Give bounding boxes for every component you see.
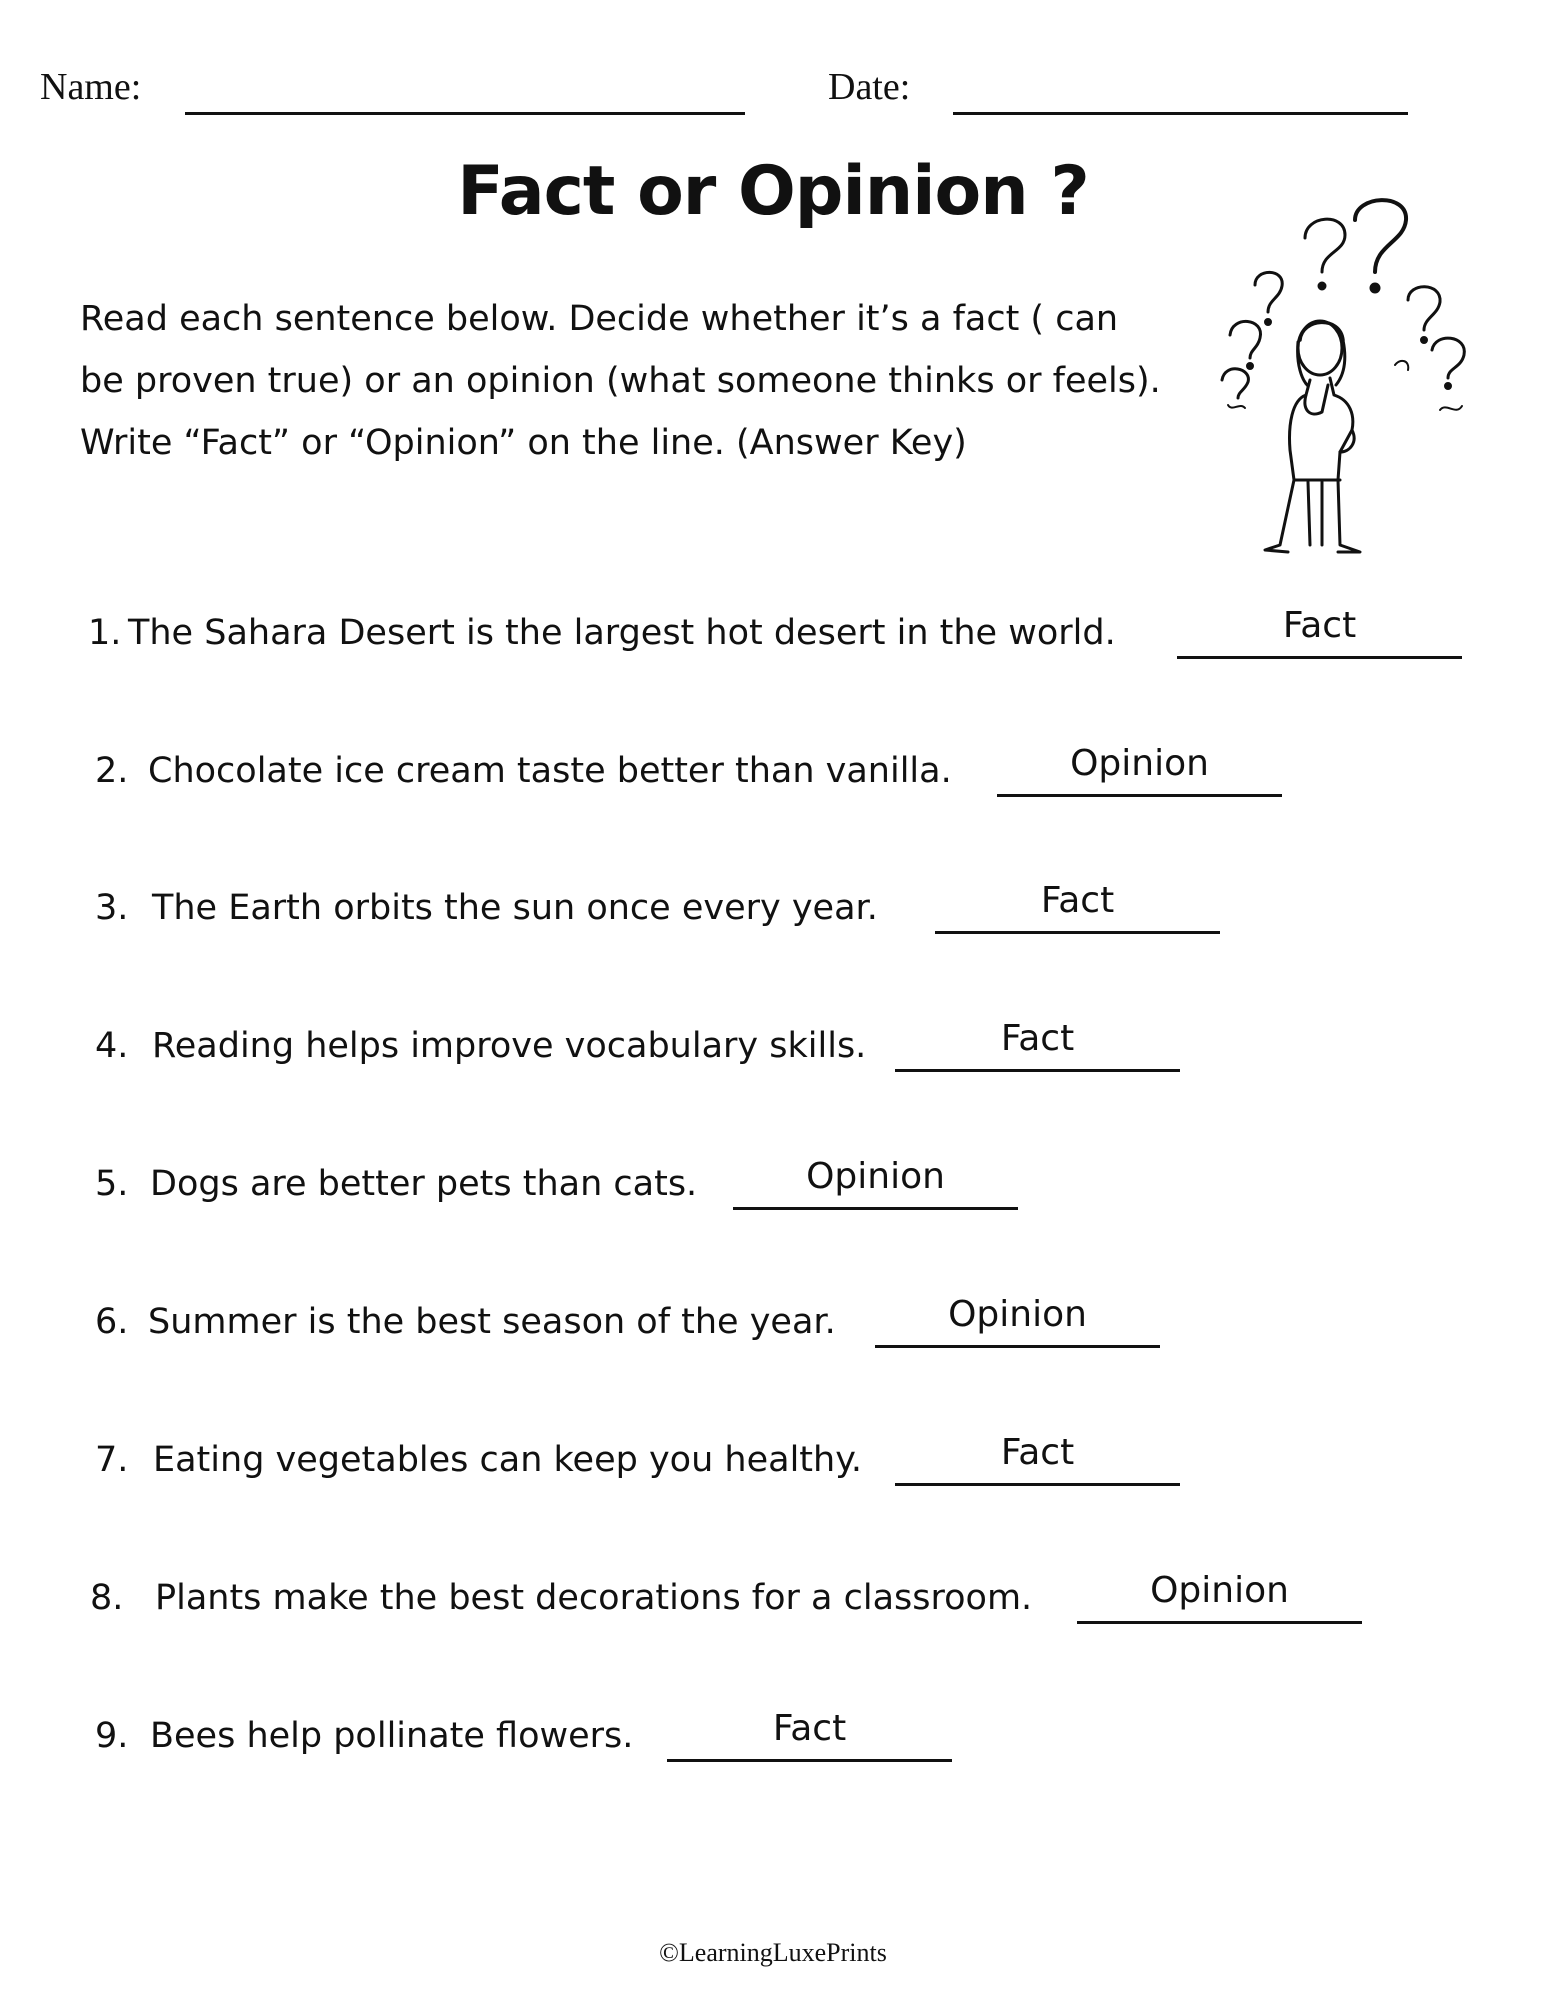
list-item	[0, 1149, 1546, 1219]
answer-line[interactable]	[1077, 1621, 1362, 1624]
answer-line[interactable]	[1177, 656, 1462, 659]
answer-line[interactable]	[935, 931, 1220, 934]
name-label: Name:	[40, 66, 142, 108]
question-text: Dogs are better pets than cats.	[150, 1164, 698, 1204]
answer-text[interactable]: Fact	[772, 1708, 847, 1749]
list-item	[0, 1287, 1546, 1357]
answer-line[interactable]	[895, 1069, 1180, 1072]
confused-person-with-question-marks-icon	[1210, 190, 1490, 560]
copyright-icon: ©	[659, 1938, 679, 1967]
question-text: Reading helps improve vocabulary skills.	[152, 1026, 867, 1066]
list-item	[0, 1011, 1546, 1081]
answer-text[interactable]: Fact	[1000, 1432, 1075, 1473]
question-number: 9.	[95, 1716, 129, 1756]
list-item	[0, 736, 1546, 806]
question-text: Plants make the best decorations for a classroom.	[155, 1578, 1033, 1618]
question-number: 8.	[90, 1578, 124, 1618]
list-item	[0, 598, 1546, 668]
question-text: Chocolate ice cream taste better than vanilla.	[148, 751, 952, 791]
instructions-line: Read each sentence below. Decide whether it’s a fact ( can	[80, 299, 1119, 339]
answer-text[interactable]: Opinion	[1070, 743, 1209, 784]
question-number: 3.	[95, 888, 129, 928]
answer-line[interactable]	[997, 794, 1282, 797]
instructions-line: Write “Fact” or “Opinion” on the line. (Answer Key)	[80, 423, 967, 463]
date-field[interactable]	[953, 112, 1408, 115]
question-text: Summer is the best season of the year.	[148, 1302, 836, 1342]
question-text: The Sahara Desert is the largest hot desert in the world.	[128, 613, 1116, 653]
answer-text[interactable]: Opinion	[1150, 1570, 1289, 1611]
question-number: 6.	[95, 1302, 129, 1342]
footer-credit	[0, 1938, 1546, 1968]
footer-brand: LearningLuxePrints	[678, 1938, 887, 1967]
question-number: 1.	[88, 613, 122, 653]
list-item	[0, 1425, 1546, 1495]
name-field[interactable]	[185, 112, 745, 115]
answer-text[interactable]: Opinion	[806, 1156, 945, 1197]
page-title: Fact or Opinion ?	[457, 152, 1089, 231]
list-item	[0, 1701, 1546, 1771]
answer-text[interactable]: Fact	[1000, 1018, 1075, 1059]
answer-line[interactable]	[875, 1345, 1160, 1348]
question-number: 2.	[95, 751, 129, 791]
instructions-line: be proven true) or an opinion (what someone thinks or feels).	[80, 361, 1161, 401]
question-text: Eating vegetables can keep you healthy.	[153, 1440, 863, 1480]
answer-line[interactable]	[895, 1483, 1180, 1486]
question-number: 4.	[95, 1026, 129, 1066]
answer-text[interactable]: Opinion	[948, 1294, 1087, 1335]
question-text: The Earth orbits the sun once every year.	[152, 888, 878, 928]
answer-line[interactable]	[667, 1759, 952, 1762]
answer-text[interactable]: Fact	[1040, 880, 1115, 921]
question-number: 7.	[95, 1440, 129, 1480]
date-label: Date:	[828, 66, 911, 108]
instructions	[80, 288, 1200, 474]
question-number: 5.	[95, 1164, 129, 1204]
answer-line[interactable]	[733, 1207, 1018, 1210]
answer-text[interactable]: Fact	[1282, 605, 1357, 646]
list-item	[0, 1563, 1546, 1633]
list-item	[0, 873, 1546, 943]
question-text: Bees help pollinate flowers.	[150, 1716, 634, 1756]
